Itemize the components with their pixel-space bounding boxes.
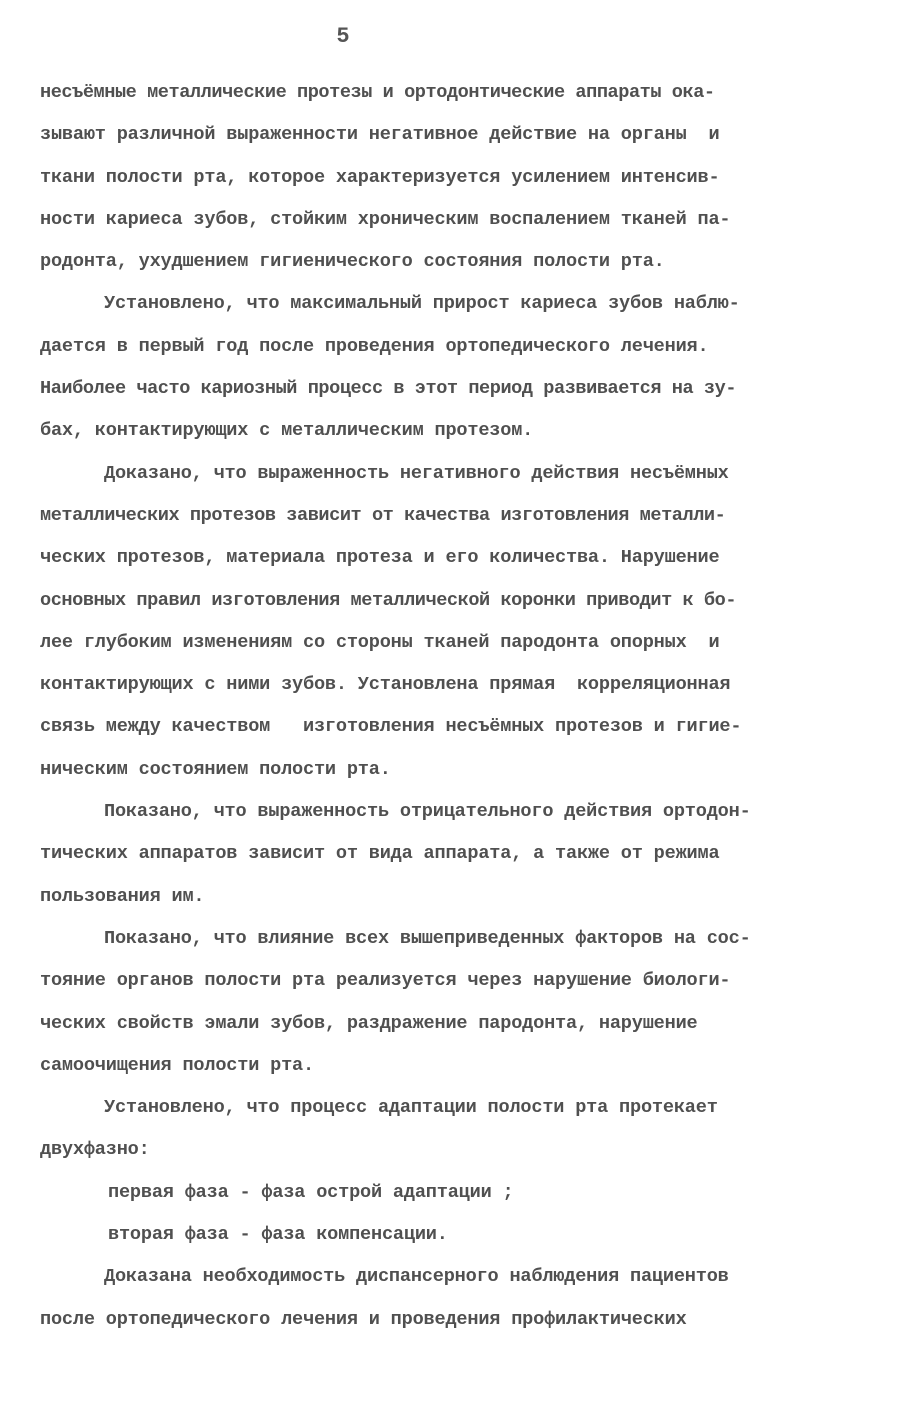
text-line: дается в первый год после проведения ортопедического лечения.: [40, 335, 709, 357]
text-line: самоочищения полости рта.: [40, 1054, 314, 1076]
text-line: родонта, ухудшением гигиенического состояния полости рта.: [40, 251, 665, 273]
text-line: зывают различной выраженности негативное действие на органы и: [40, 124, 720, 146]
text-line: контактирующих с ними зубов. Установлена прямая корреляционная: [40, 674, 731, 696]
text-line: ческих протезов, материала протеза и его количества. Нарушение: [40, 547, 720, 569]
paragraph-start-line: Доказана необходимость диспансерного наблюдения пациентов: [104, 1266, 729, 1288]
list-item: первая фаза - фаза острой адаптации ;: [108, 1181, 514, 1203]
text-line: несъёмные металлические протезы и ортодонтические аппараты ока-: [40, 82, 715, 103]
text-line: тических аппаратов зависит от вида аппарата, а также от режима: [40, 843, 720, 865]
paragraph-start-line: Доказано, что выраженность негативного действия несъёмных: [104, 462, 729, 484]
text-line: бах, контактирующих с металлическим протезом.: [40, 420, 534, 442]
text-line: лее глубоким изменениям со стороны тканей пародонта опорных и: [40, 631, 720, 653]
text-line: ткани полости рта, которое характеризуется усилением интенсив-: [40, 166, 720, 188]
page-number: 5: [336, 24, 350, 49]
text-line: после ортопедического лечения и проведения профилактических: [40, 1308, 687, 1330]
text-line: основных правил изготовления металлической коронки приводит к бо-: [40, 589, 737, 611]
text-line: ности кариеса зубов, стойким хроническим воспалением тканей па-: [40, 208, 731, 230]
text-line: металлических протезов зависит от качества изготовления металли-: [40, 504, 726, 526]
text-line: пользования им.: [40, 885, 205, 907]
text-line: связь между качеством изготовления несъёмных протезов и гигие-: [40, 716, 742, 738]
text-line: Наиболее часто кариозный процесс в этот период развивается на зу-: [40, 378, 737, 400]
text-line: двухфазно:: [40, 1139, 150, 1161]
text-line: ническим состоянием полости рта.: [40, 758, 391, 780]
paragraph-start-line: Установлено, что процесс адаптации полости рта протекает: [104, 1097, 718, 1119]
paragraph-start-line: Установлено, что максимальный прирост кариеса зубов наблю-: [104, 293, 740, 315]
text-line: тояние органов полости рта реализуется через нарушение биологи-: [40, 970, 731, 992]
paragraph-start-line: Показано, что выраженность отрицательного действия ортодон-: [104, 801, 751, 823]
body-text: [40, 72, 876, 1341]
text-line: ческих свойств эмали зубов, раздражение пародонта, нарушение: [40, 1012, 698, 1034]
paragraph-start-line: Показано, что влияние всех вышеприведенных факторов на сос-: [104, 927, 751, 949]
list-item: вторая фаза - фаза компенсации.: [108, 1224, 448, 1246]
